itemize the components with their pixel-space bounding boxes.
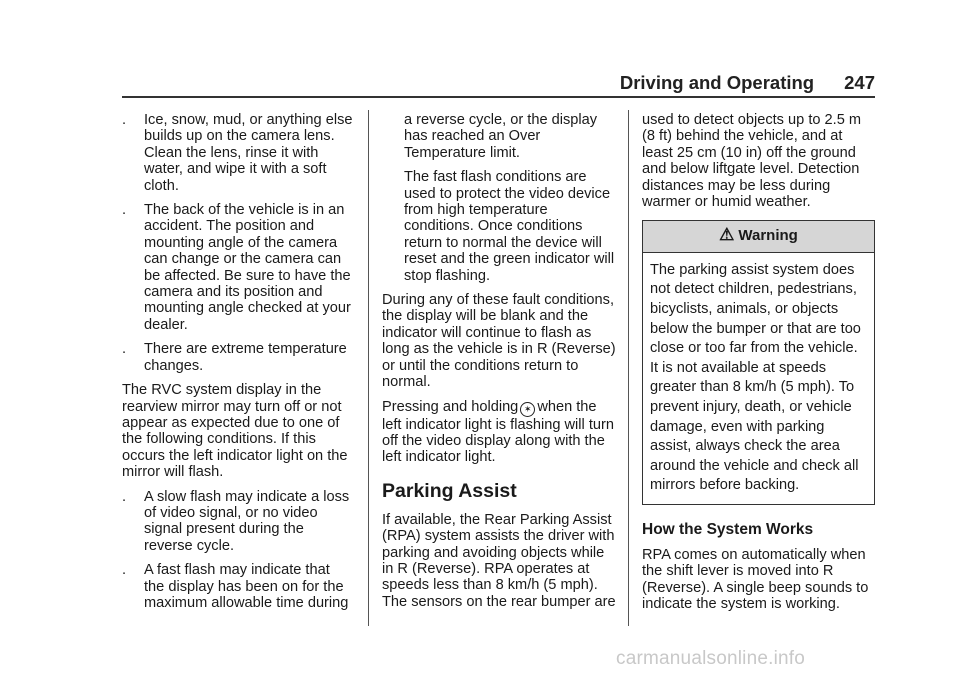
mirror-button-icon: ✶	[520, 402, 535, 417]
list-item: . Ice, snow, mud, or anything else builds up on the camera lens. Clean the lens, rinse it with water, and wipe it with a soft cloth.	[122, 112, 353, 194]
body-paragraph: Pressing and holding ✶ when the left indicator light is flashing will turn off the video display along with the left indicator light.	[382, 398, 614, 466]
body-paragraph: If available, the Rear Parking Assist (RPA) system assists the driver with parking and avoiding objects while in R (Reverse). RPA operates at speeds less than 8 km/h (5 mph). The sensors on the rear bumper are	[382, 511, 616, 610]
list-item: . A slow flash may indicate a loss of video signal, or no video signal present during the reverse cycle.	[122, 488, 350, 554]
list-item: . There are extreme temperature changes.	[122, 341, 347, 374]
warning-header	[643, 221, 874, 252]
column-divider	[628, 110, 629, 626]
warning-box	[642, 220, 875, 505]
header-rule	[122, 96, 875, 98]
column-divider	[368, 110, 369, 626]
section-heading: Parking Assist	[382, 479, 517, 502]
list-item-continuation: a reverse cycle, or the display has reached an Over Temperature limit.	[404, 112, 598, 161]
warning-title: Warning	[738, 227, 798, 245]
warning-triangle-icon: ⚠	[719, 225, 735, 245]
column-1	[122, 112, 354, 619]
body-paragraph: RPA comes on automatically when the shift lever is moved into R (Reverse). A single beep sounds to indicate the system is working.	[642, 546, 869, 613]
body-paragraph: The RVC system display in the rearview mirror may turn off or not appear as expected due to one of the following conditions. If this occurs the left indicator light on the mirror will flash.	[122, 382, 348, 481]
list-item: . The back of the vehicle is in an accident. The position and mounting angle of the camera can change or the camera can be affected. Be sure to have the camera and its position and mounting angle checked at your dealer.	[122, 202, 351, 333]
list-item: . A fast flash may indicate that the display has been on for the maximum allowable time during	[122, 562, 349, 611]
page-header	[0, 72, 875, 94]
body-paragraph: used to detect objects up to 2.5 m (8 ft) behind the vehicle, and at least 25 cm (10 in) off the ground and below liftgate level. Detection distances may be less during warmer or humid weather.	[642, 112, 862, 211]
page-number: 247	[844, 72, 875, 93]
column-2	[382, 112, 616, 618]
column-3	[642, 112, 875, 621]
subheading: How the System Works	[642, 520, 814, 538]
watermark: carmanualsonline.info	[616, 648, 806, 669]
indented-paragraph: The fast flash conditions are used to protect the video device from high temperature conditions. Once conditions return to normal the device will reset and the green indicator will stop flashing.	[404, 169, 615, 284]
warning-text: The parking assist system does not detect children, pedestrians, bicyclists, animals, or objects below the bumper or that are too close or too far from the vehicle. It is not available at speeds greater than 8 km/h (5 mph). To prevent injury, death, or vehicle damage, even with parking assist, always check the area around the vehicle and check all mirrors before backing.	[650, 261, 861, 494]
body-paragraph: During any of these fault conditions, the display will be blank and the indicator will continue to flash as long as the vehicle is in R (Reverse) or until the conditions return to normal.	[382, 292, 616, 391]
section-title: Driving and Operating	[619, 72, 815, 93]
